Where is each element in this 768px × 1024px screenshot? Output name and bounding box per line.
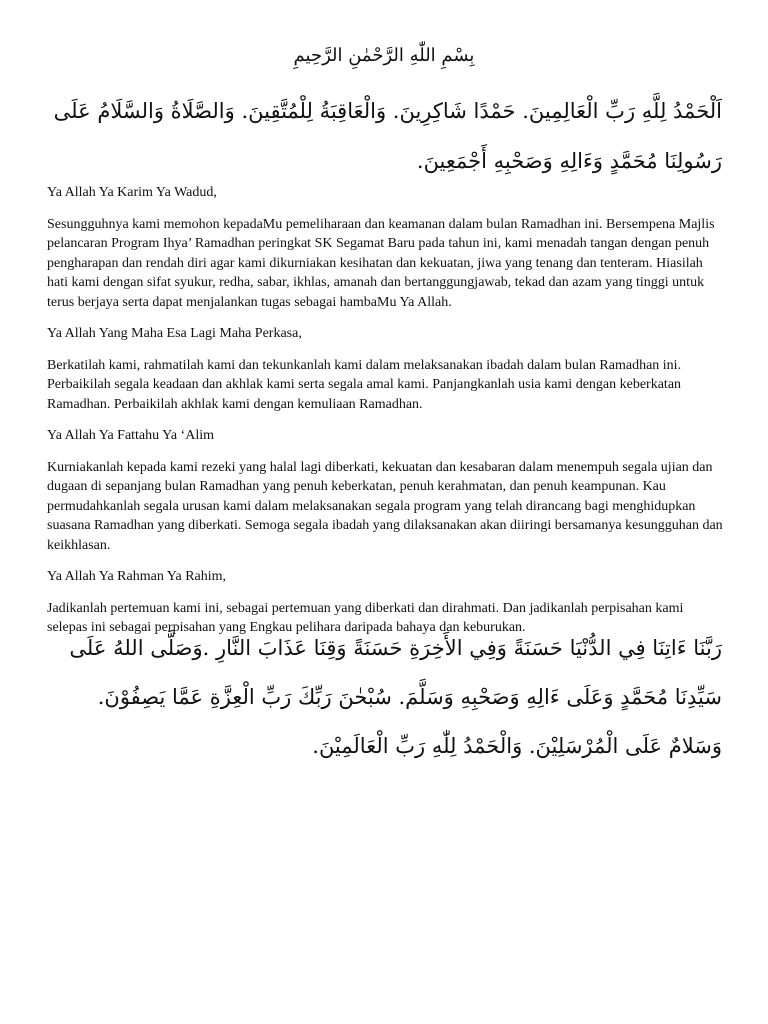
section-heading-rahman: Ya Allah Ya Rahman Ya Rahim, [47, 569, 227, 584]
basmala-heading: بِسْمِ اللّٰهِ الرَّحْمٰنِ الرَّحِيمِ [293, 45, 475, 66]
section-heading-perkasa: Ya Allah Yang Maha Esa Lagi Maha Perkasa, [47, 326, 302, 341]
closing-arabic-prayer: رَبَّنَا ءَاتِنَا فِي الدُّنْيَا حَسَنَةً وَفِي الأَخِرَةِ حَسَنَةً وَقِنَا عَذَابَ النَّارِ .وَصَلَّى اللهُ عَلَى سَيِّدِنَا مُحَمَّدٍ وَعَلَى ءَالِهِ وَصَحْبِهِ وَسَلَّمَ. سُبْحٰنَ رَبِّكَ رَبِّ الْعِزَّةِ عَمَّا يَصِفُوْنَ. وَسَلامٌ عَلَى الْمُرْسَلِيْنَ. وَالْحَمْدُ لِلّٰهِ رَبِّ الْعَالَمِيْنَ. [69, 636, 722, 758]
prayer-body [47, 183, 727, 650]
section-body-fattahu: Kurniakanlah kepada kami rezeki yang halal lagi diberkati, kekuatan dan kesabaran dalam menempuh segala ujian dan dugaan di sepanjang bulan Ramadhan yang penuh keberkatan, penuh kerahmatan, dan penuh keampunan. Kau permudahkanlah segala urusan kami dalam melaksanakan segala program yang telah dirancang bagi menghidupkan suasana Ramadhan yang diberkati. Semoga segala ibadah yang dilaksanakan akan diiringi bersamanya kesungguhan dan keikhlasan. [47, 459, 723, 553]
opening-arabic-prayer: اَلْحَمْدُ لِلَّهِ رَبِّ الْعَالِمِينَ. حَمْدًا شَاكِرِينَ. وَالْعَاقِبَةُ لِلْمُتَّقِينَ. وَالصَّلَاةُ وَالسَّلَامُ عَلَى رَسُولِنَا مُحَمَّدٍ وَءَالِهِ وَصَحْبِهِ أَجْمَعِينَ. [53, 99, 722, 173]
section-body-karim: Sesungguhnya kami memohon kepadaMu pemeliharaan dan keamanan dalam bulan Ramadhan ini. Bersempena Majlis pelancaran Program Ihya’ Ramadhan peringkat SK Segamat Baru pada tahun ini, kami menadah tangan dengan penuh pengharapan dan rendah diri agar kami dikurniakan kesihatan dan kekuatan, jiwa yang tenang dan tenteram. Hiasilah hati kami dengan sifat syukur, redha, sabar, ikhlas, amanah dan bertanggungjawab, tekad dan azam yang tinggi untuk terus berjaya serta dapat menjalankan tugas sebagai hambaMu Ya Allah. [47, 216, 715, 310]
section-body-rahman: Jadikanlah pertemuan kami ini, sebagai pertemuan yang diberkati dan dirahmati. Dan jadikanlah perpisahan kami selepas ini sebagai perpisahan yang Engkau pelihara daripada bahaya dan keburukan. [47, 600, 684, 635]
section-heading-karim: Ya Allah Ya Karim Ya Wadud, [47, 185, 217, 200]
section-body-perkasa: Berkatilah kami, rahmatilah kami dan tekunkanlah kami dalam melaksanakan ibadah dalam bulan Ramadhan ini. Perbaikilah segala keadaan dan akhlak kami serta segala amal kami. Panjangkanlah usia kami dengan keberkatan Ramadhan. Perbaikilah akhlak kami dengan kemuliaan Ramadhan. [47, 357, 682, 412]
section-heading-fattahu: Ya Allah Ya Fattahu Ya ‘Alim [47, 428, 214, 443]
